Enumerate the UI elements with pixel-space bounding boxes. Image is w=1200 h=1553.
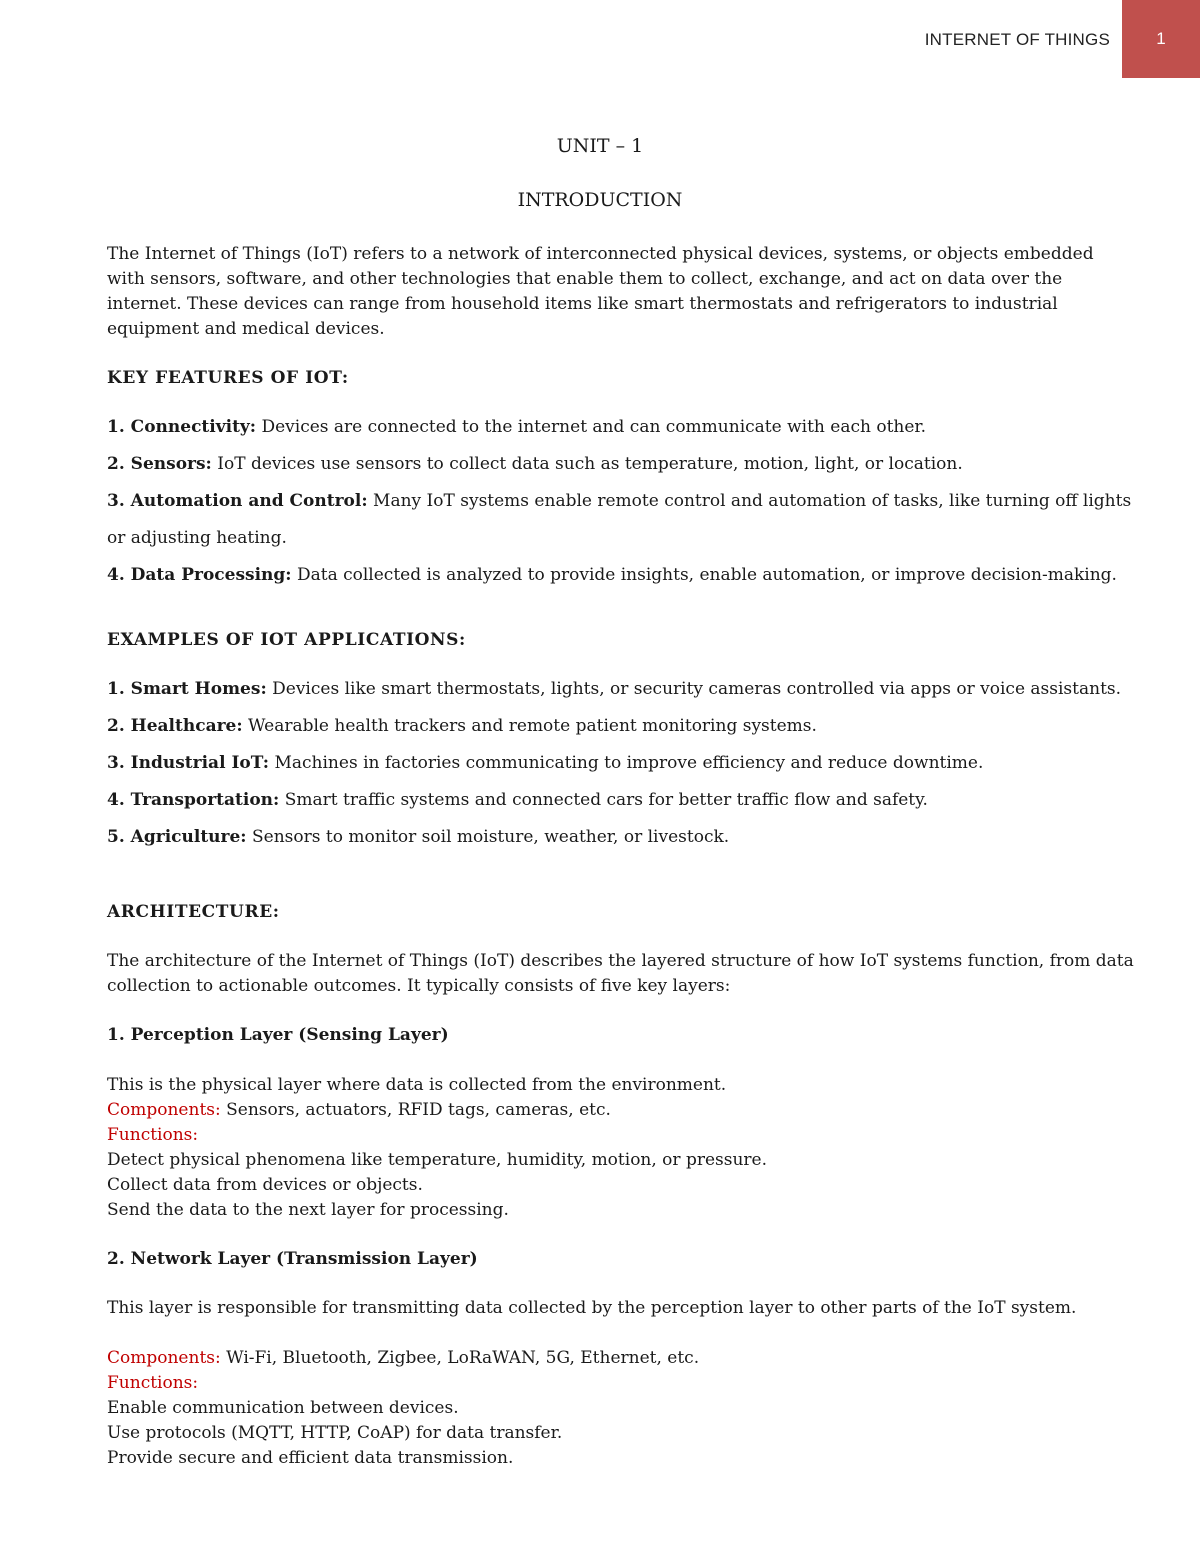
list-item-text: Machines in factories communicating to improve efficiency and reduce downtime. xyxy=(269,753,984,773)
list-item-text: IoT devices use sensors to collect data such as temperature, motion, light, or location. xyxy=(211,454,963,474)
function-item: Send the data to the next layer for processing. xyxy=(107,1200,509,1220)
key-features-list xyxy=(107,409,1137,594)
list-item xyxy=(107,819,1137,856)
list-item-term: 1. Connectivity: xyxy=(107,417,257,437)
components-label: Components: xyxy=(107,1348,221,1368)
list-item-text: Devices are connected to the internet and can communicate with each other. xyxy=(256,417,927,437)
perception-components xyxy=(107,1098,1137,1123)
list-item-text: Many IoT systems enable remote control and automation of tasks, like turning off lights or adjusting heating. xyxy=(107,491,1132,548)
network-layer-details xyxy=(107,1346,1137,1471)
examples-list xyxy=(107,671,1137,856)
network-components xyxy=(107,1346,1137,1371)
list-item xyxy=(107,557,1137,594)
perception-layer-title: 1. Perception Layer (Sensing Layer) xyxy=(107,1025,449,1045)
list-item-term: 3. Automation and Control: xyxy=(107,491,368,511)
function-item: Use protocols (MQTT, HTTP, CoAP) for data transfer. xyxy=(107,1423,563,1443)
function-item: Provide secure and efficient data transmission. xyxy=(107,1448,514,1468)
page-header xyxy=(0,0,1200,78)
list-item-term: 3. Industrial IoT: xyxy=(107,753,270,773)
list-item-text: Wearable health trackers and remote patient monitoring systems. xyxy=(242,716,817,736)
components-text: Sensors, actuators, RFID tags, cameras, etc. xyxy=(220,1100,611,1120)
list-item xyxy=(107,708,1137,745)
functions-label: Functions: xyxy=(107,1125,199,1145)
list-item-text: Smart traffic systems and connected cars for better traffic flow and safety. xyxy=(279,790,928,810)
network-layer-title: 2. Network Layer (Transmission Layer) xyxy=(107,1249,478,1269)
list-item-term: 2. Healthcare: xyxy=(107,716,243,736)
list-item xyxy=(107,671,1137,708)
perception-desc: This is the physical layer where data is collected from the environment. xyxy=(107,1075,727,1095)
key-features-heading: KEY FEATURES OF IOT: xyxy=(107,368,349,388)
list-item-term: 1. Smart Homes: xyxy=(107,679,267,699)
list-item xyxy=(107,745,1137,782)
function-item: Collect data from devices or objects. xyxy=(107,1175,423,1195)
list-item xyxy=(107,446,1137,483)
perception-layer-details xyxy=(107,1073,1137,1223)
components-text: Wi-Fi, Bluetooth, Zigbee, LoRaWAN, 5G, Ethernet, etc. xyxy=(220,1348,700,1368)
architecture-heading: ARCHITECTURE: xyxy=(107,902,280,922)
function-item: Detect physical phenomena like temperature, humidity, motion, or pressure. xyxy=(107,1150,768,1170)
list-item xyxy=(107,483,1132,557)
function-item: Enable communication between devices. xyxy=(107,1398,459,1418)
list-item-term: 4. Transportation: xyxy=(107,790,280,810)
unit-title: UNIT – 1 xyxy=(556,135,644,157)
intro-paragraph: The Internet of Things (IoT) refers to a network of interconnected physical devices, systems, or objects embedded with sensors, software, and other technologies that enable them to collect, exchange, and act on data over the internet. These devices can range from household items like smart thermostats and refrigerators to industrial equipment and medical devices. xyxy=(107,244,1094,339)
list-item xyxy=(107,409,1137,446)
page-number: 1 xyxy=(1156,29,1166,48)
list-item-text: Sensors to monitor soil moisture, weather, or livestock. xyxy=(246,827,730,847)
network-desc: This layer is responsible for transmitting data collected by the perception layer to other parts of the IoT system. xyxy=(107,1298,1077,1318)
list-item-term: 5. Agriculture: xyxy=(107,827,247,847)
list-item xyxy=(107,782,1137,819)
architecture-intro: The architecture of the Internet of Things (IoT) describes the layered structure of how IoT systems function, from data collection to actionable outcomes. It typically consists of five key layers: xyxy=(107,951,1134,996)
introduction-title: INTRODUCTION xyxy=(517,189,683,211)
list-item-text: Data collected is analyzed to provide insights, enable automation, or improve decision-making. xyxy=(291,565,1117,585)
components-label: Components: xyxy=(107,1100,221,1120)
list-item-text: Devices like smart thermostats, lights, or security cameras controlled via apps or voice assistants. xyxy=(266,679,1122,699)
examples-heading: EXAMPLES OF IOT APPLICATIONS: xyxy=(107,630,466,650)
functions-label: Functions: xyxy=(107,1373,199,1393)
list-item-term: 4. Data Processing: xyxy=(107,565,292,585)
header-title: INTERNET OF THINGS xyxy=(924,30,1110,49)
page-number-badge xyxy=(1122,0,1200,78)
list-item-term: 2. Sensors: xyxy=(107,454,212,474)
